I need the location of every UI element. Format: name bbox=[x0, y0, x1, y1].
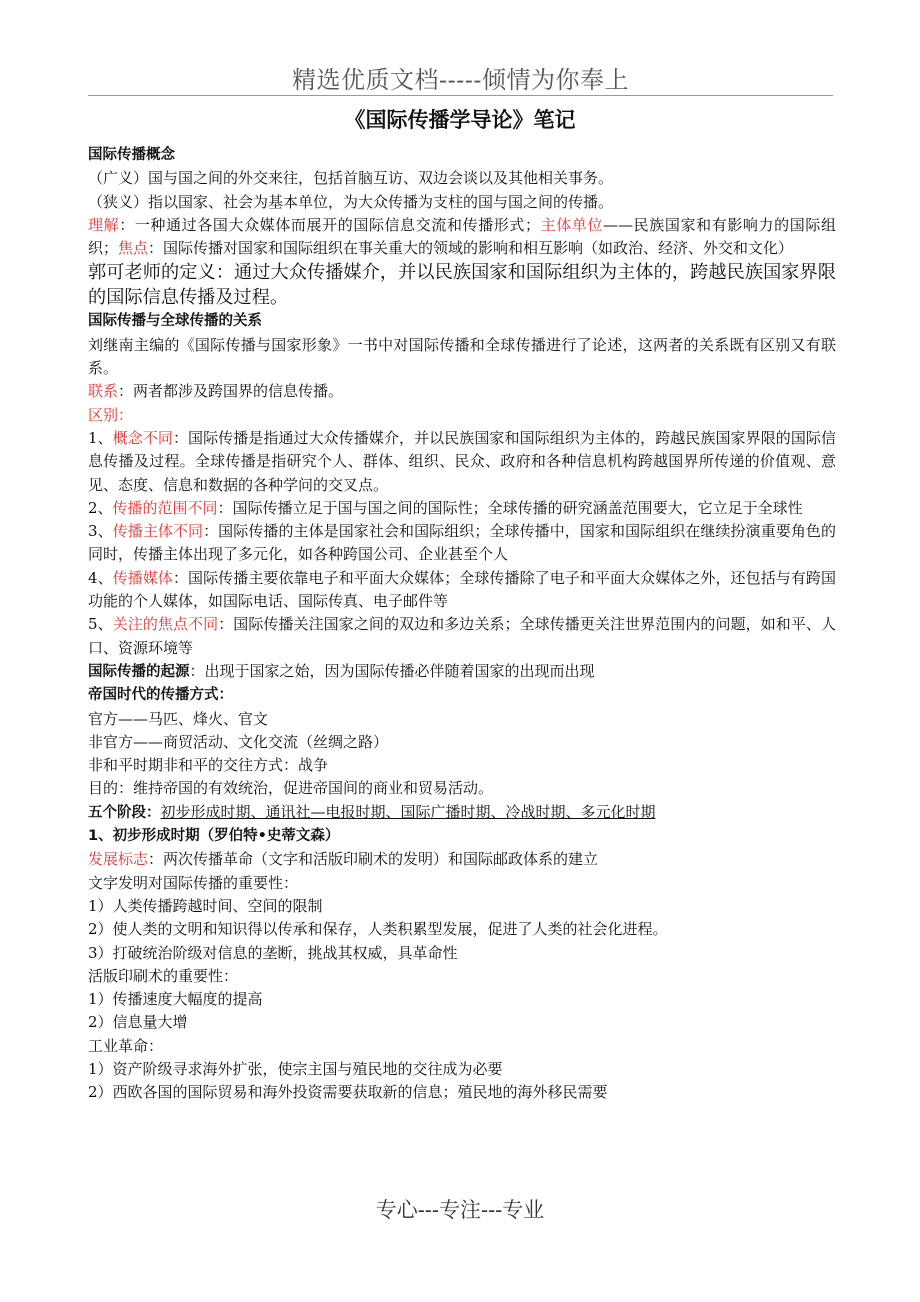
diff-item-text: ：国际传播立足于国与国之间的国际性；全球传播的研究涵盖范围要大，它立足于全球性 bbox=[217, 498, 803, 517]
paragraph-link bbox=[88, 380, 836, 403]
subject-text: ——民族国家和有影响力的国际组织； bbox=[88, 215, 836, 258]
list-item: 2）信息量大增 bbox=[88, 1013, 188, 1032]
industrial-heading: 工业革命： bbox=[88, 1036, 164, 1055]
focus-text: ：国际传播对国家和国际组织在事关重大的领域的影响和相互影响（如政治、经济、外交和文化） bbox=[148, 239, 794, 258]
origin-text: ：出现于国家之始，因为国际传播必伴随着国家的出现而出现 bbox=[189, 661, 595, 680]
paragraph-origin bbox=[88, 660, 836, 684]
print-heading: 活版印刷术的重要性： bbox=[88, 966, 239, 985]
diff-item bbox=[88, 613, 836, 660]
diff-colon: ： bbox=[118, 405, 134, 424]
origin-label: 国际传播的起源 bbox=[88, 663, 190, 680]
section-heading: 国际传播概念 bbox=[88, 147, 175, 163]
diff-num: 3、 bbox=[88, 522, 113, 541]
diff-item-label: 传播的范围不同 bbox=[112, 498, 218, 517]
diff-item-text: ：国际传播是指通过大众传播媒介，并以民族国家和国际组织为主体的，跨越民族国家界限的国际信息传播及过程。全球传播是指研究个人、群体、组织、民众、政府和各种信息机构跨越国界所传递的价值观、意见、态度、信息和数据的各种学问的交叉点。 bbox=[88, 428, 836, 494]
paragraph-stages bbox=[88, 801, 836, 825]
paragraph-official: 官方——马匹、烽火、官文 bbox=[88, 709, 269, 728]
diff-item-text: ：国际传播主要依靠电子和平面大众媒体；全球传播除了电子和平面大众媒体之外，还包括与有跨国功能的个人媒体，如国际电话、国际传真、电子邮件等 bbox=[88, 568, 836, 611]
diff-item-label: 概念不同 bbox=[112, 428, 173, 447]
paragraph-diff bbox=[88, 404, 836, 427]
list-item: 3）打破统治阶级对信息的垄断，挑战其权威，具革命性 bbox=[88, 943, 458, 962]
diff-num: 5、 bbox=[88, 615, 113, 634]
page-header: 精选优质文档-----倾情为你奉上 bbox=[291, 66, 630, 94]
diff-item-label: 传播主体不同 bbox=[112, 522, 204, 541]
paragraph-narrow: （狭义）指以国家、社会为基本单位，为大众传播为支柱的国与国之间的传播。 bbox=[88, 192, 614, 211]
stages-label: 五个阶段 bbox=[88, 804, 146, 821]
document-body bbox=[88, 144, 836, 1105]
understand-text: ：一种通过各国大众媒体而展开的国际信息交流和传播形式； bbox=[119, 215, 541, 234]
diff-num: 4、 bbox=[88, 568, 113, 587]
stages-colon: ： bbox=[146, 804, 161, 821]
diff-num: 1、 bbox=[88, 428, 113, 447]
paragraph-broad: （广义）国与国之间的外交来往，包括首脑互访、双边会谈以及其他相关事务。 bbox=[88, 169, 614, 188]
diff-num: 2、 bbox=[88, 498, 113, 517]
list-item: 1）人类传播跨越时间、空间的限制 bbox=[88, 896, 323, 915]
section-heading: 1、初步形成时期（罗伯特•史蒂文森） bbox=[88, 828, 340, 845]
diff-item-text: ：国际传播关注国家之间的双边和多边关系；全球传播更关注世界范围内的问题，如和平、人口、资源环境等 bbox=[88, 615, 836, 657]
list-item: 1）资产阶级寻求海外扩张，使宗主国与殖民地的交往成为必要 bbox=[88, 1059, 503, 1078]
subject-label: 主体单位 bbox=[540, 215, 604, 234]
empire-heading: 帝国时代的传播方式： bbox=[88, 687, 233, 704]
header-rule bbox=[88, 95, 833, 96]
paragraph-intro: 刘继南主编的《国际传播与国家形象》一书中对国际传播和全球传播进行了论述，这两者的关系既有区别又有联系。 bbox=[88, 335, 836, 378]
list-item: 2）使人类的文明和知识得以传承和保存，人类积累型发展，促进了人类的社会化进程。 bbox=[88, 920, 668, 939]
link-label: 联系 bbox=[88, 382, 119, 401]
paragraph-understanding bbox=[88, 214, 836, 261]
list-item: 1）传播速度大幅度的提高 bbox=[88, 990, 263, 1009]
diff-item-label: 关注的焦点不同 bbox=[112, 615, 219, 634]
focus-label: 焦点 bbox=[118, 239, 149, 258]
section-heading: 国际传播与全球传播的关系 bbox=[88, 313, 262, 330]
diff-item bbox=[88, 520, 836, 567]
diff-label: 区别 bbox=[88, 405, 119, 424]
stages-text: 初步形成时期、通讯社—电报时期、国际广播时期、冷战时期、多元化时期 bbox=[160, 802, 656, 821]
paragraph-war: 非和平时期非和平的交往方式：战争 bbox=[88, 756, 329, 775]
diff-item bbox=[88, 497, 836, 520]
document-title: 《国际传播学导论》笔记 bbox=[344, 108, 576, 132]
diff-item-label: 传播媒体 bbox=[112, 568, 173, 587]
list-item: 2）西欧各国的国际贸易和海外投资需要获取新的信息；殖民地的海外移民需要 bbox=[88, 1083, 608, 1102]
writing-heading: 文字发明对国际传播的重要性： bbox=[88, 873, 299, 892]
guo-definition: 郭可老师的定义：通过大众传播媒介，并以民族国家和国际组织为主体的，跨越民族国家界限的国际信息传播及过程。 bbox=[88, 262, 836, 309]
link-text: ：两者都涉及跨国界的信息传播。 bbox=[118, 382, 344, 401]
paragraph-purpose: 目的：维持帝国的有效统治，促进帝国间的商业和贸易活动。 bbox=[88, 779, 494, 798]
sign-label: 发展标志 bbox=[88, 850, 149, 869]
sign-text: ：两次传播革命（文字和活版印刷术的发明）和国际邮政体系的建立 bbox=[148, 850, 599, 869]
diff-item bbox=[88, 567, 836, 614]
page-footer: 专心---专注---专业 bbox=[375, 1198, 545, 1222]
paragraph-sign bbox=[88, 848, 836, 871]
diff-item bbox=[88, 427, 836, 497]
diff-item-text: ：国际传播的主体是国家社会和国际组织；全球传播中，国家和国际组织在继续扮演重要角色的同时，传播主体出现了多元化，如各种跨国公司、企业甚至个人 bbox=[88, 522, 836, 564]
paragraph-unofficial: 非官方——商贸活动、文化交流（丝绸之路） bbox=[88, 732, 389, 751]
understand-label: 理解 bbox=[88, 215, 120, 234]
